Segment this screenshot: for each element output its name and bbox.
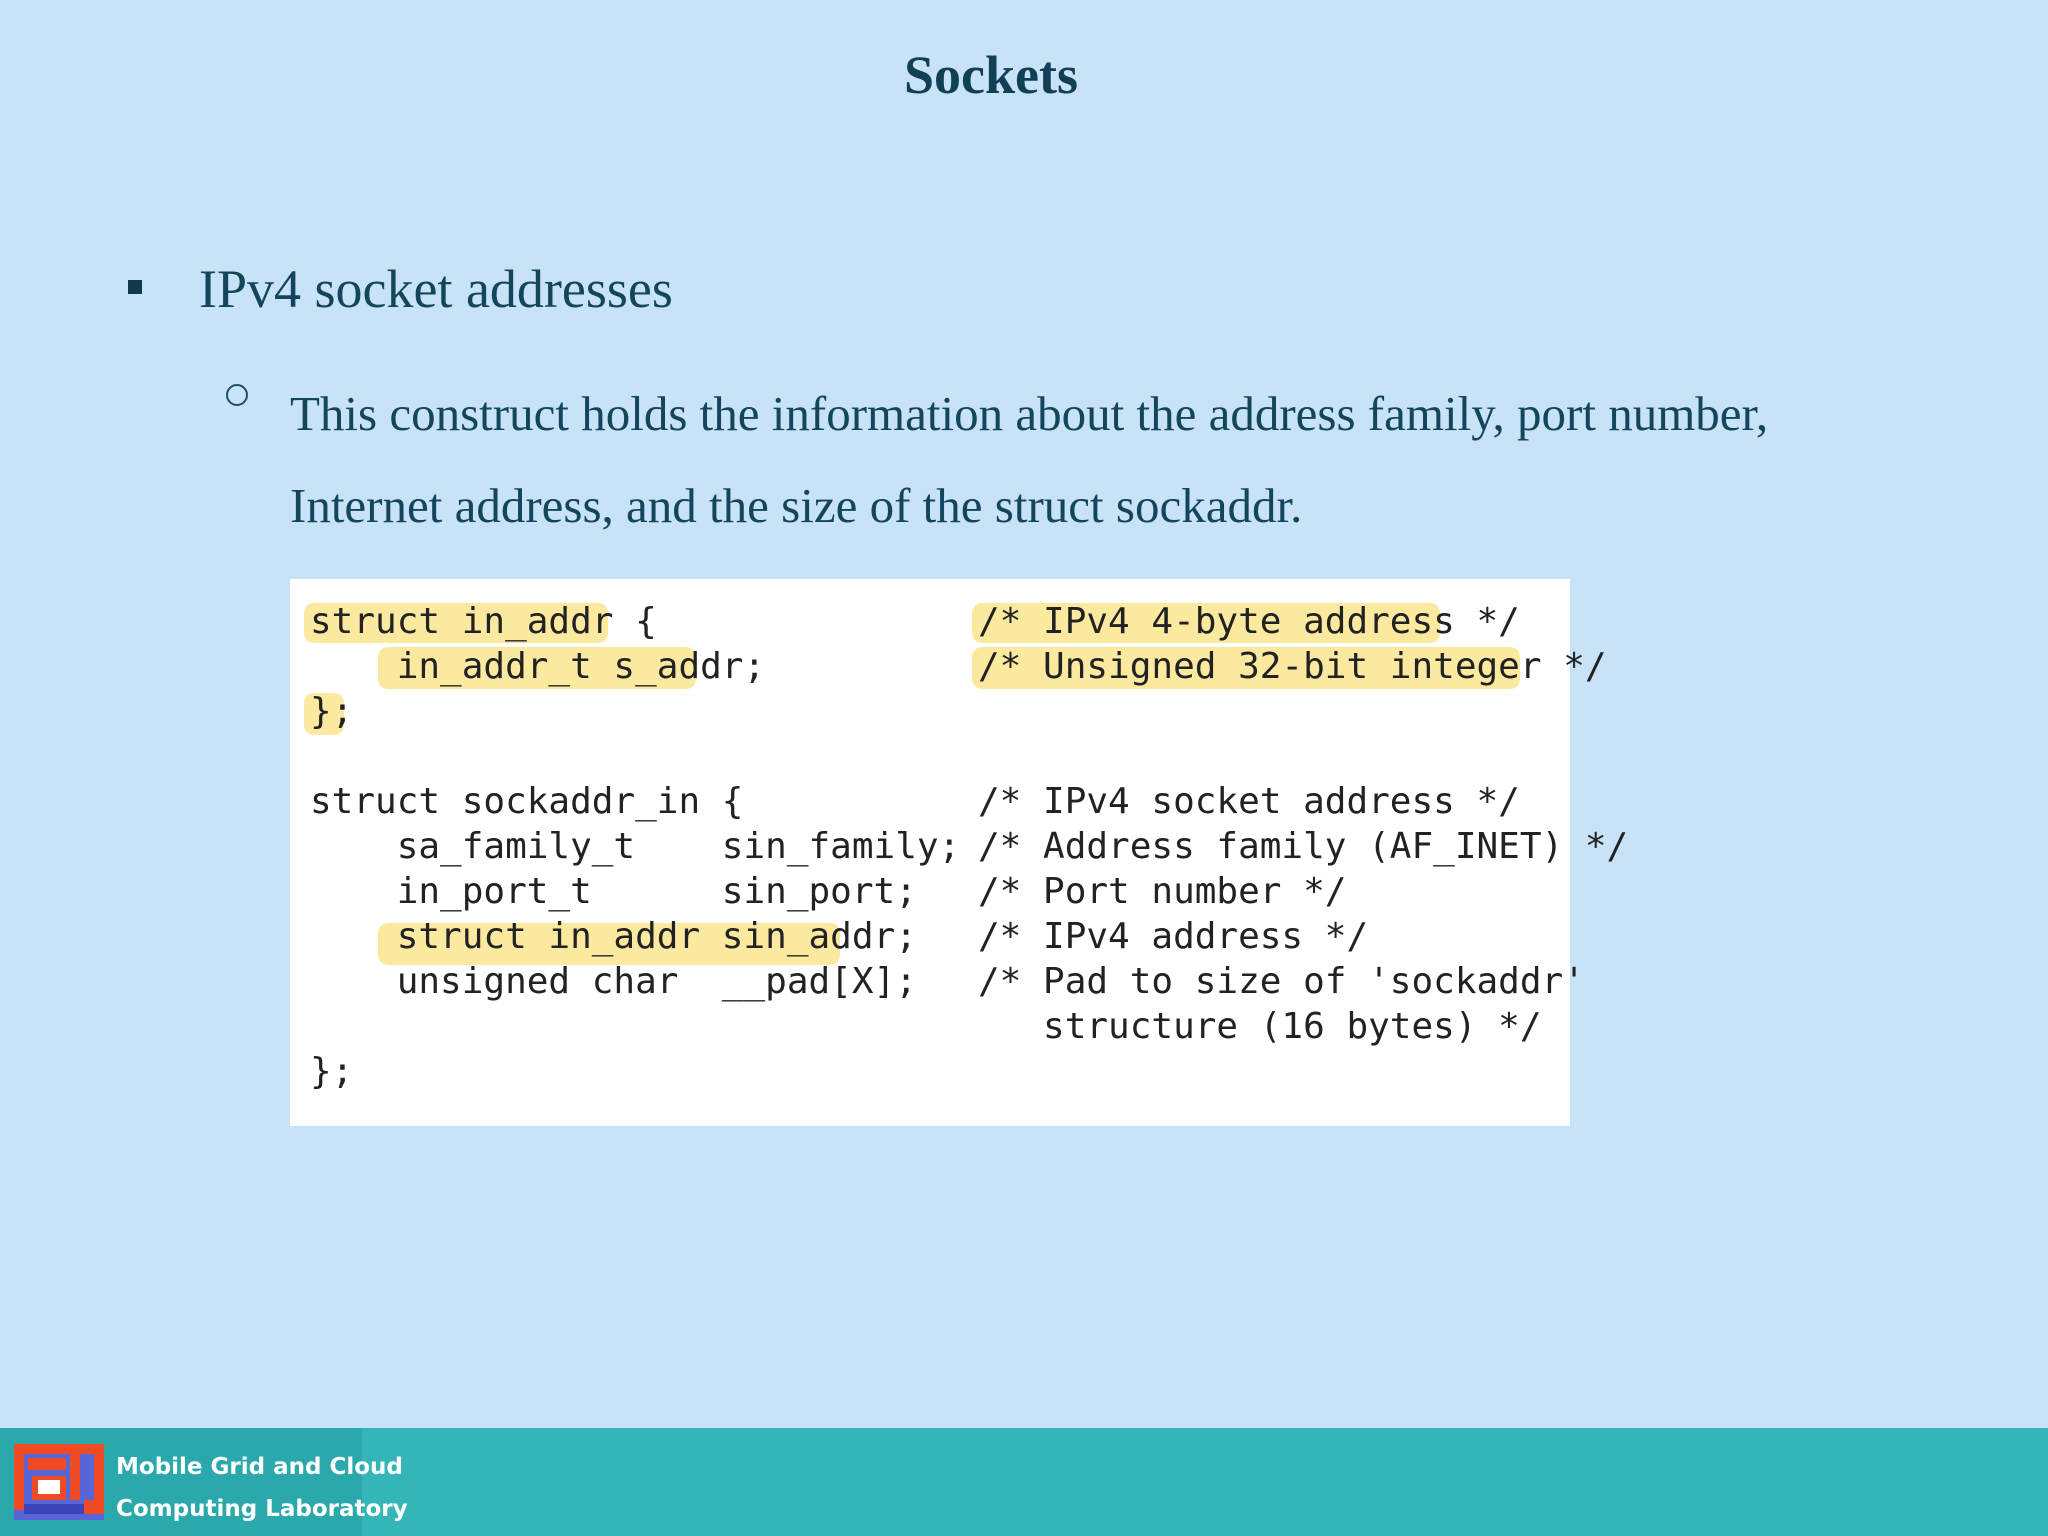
code-comment: /* IPv4 4-byte address */ <box>978 601 1520 642</box>
lab-name <box>116 1446 408 1530</box>
lab-name-line2: Computing Laboratory <box>116 1496 408 1522</box>
code-line: unsigned char __pad[X]; <box>310 961 917 1002</box>
square-bullet-icon <box>128 280 142 294</box>
slide-title: Sockets <box>904 45 1078 105</box>
code-line: in_addr_t s_addr; <box>310 646 766 687</box>
code-line: }; <box>310 691 354 732</box>
code-comment: /* Unsigned 32-bit integer */ <box>978 646 1607 687</box>
lab-name-line1: Mobile Grid and Cloud <box>116 1454 403 1480</box>
code-comment: structure (16 bytes) */ <box>978 1006 1542 1047</box>
code-figure <box>290 579 1629 1126</box>
code-comment: /* Address family (AF_INET) */ <box>978 826 1629 867</box>
sub-bullet-text: This construct holds the information about the address family, port number, Internet address, and the size of the struct sockaddr. <box>290 386 1769 533</box>
code-line: struct sockaddr_in { <box>310 781 744 822</box>
bullet-text: IPv4 socket addresses <box>199 259 673 319</box>
lab-logo <box>0 1428 408 1536</box>
footer-bar <box>0 1428 2048 1536</box>
circle-bullet-icon <box>226 384 248 406</box>
code-comment: /* Pad to size of 'sockaddr' <box>978 961 1585 1002</box>
code-line: sa_family_t sin_family; <box>310 826 961 867</box>
code-line: struct in_addr { <box>310 601 657 642</box>
code-comment: /* Port number */ <box>978 871 1347 912</box>
code-line: struct in_addr sin_addr; <box>310 916 917 957</box>
code-comment: /* IPv4 socket address */ <box>978 781 1520 822</box>
code-line: }; <box>310 1051 354 1092</box>
code-line: in_port_t sin_port; <box>310 871 917 912</box>
code-block <box>310 599 960 1094</box>
lab-logo-icon <box>14 1444 104 1520</box>
code-comments <box>978 599 1628 1049</box>
code-comment: /* IPv4 address */ <box>978 916 1369 957</box>
